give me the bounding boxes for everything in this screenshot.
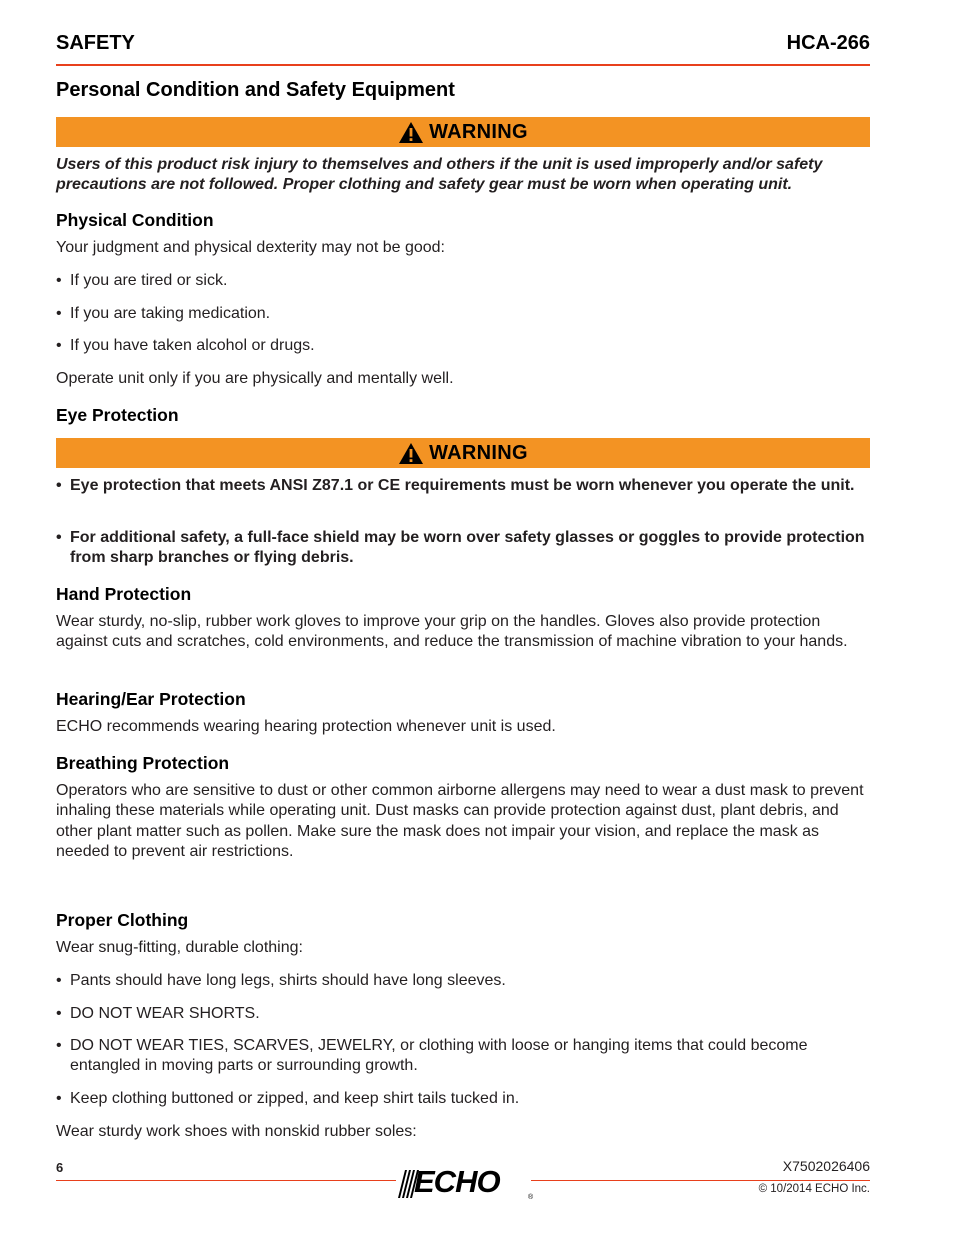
svg-text:®: ®: [528, 1194, 534, 1200]
page-header: [56, 32, 870, 62]
breathing-protection-body: Operators who are sensitive to dust or other common airborne allergens may need to wear a dust mask to prevent inhaling these materials while operating unit. Dust masks can provide protection against dust, plant debris, and other plant matter such as pollen. Make sure the mask does not impair your vision, and replace the mask as needed to prevent air restrictions.: [56, 782, 864, 861]
list-item: • DO NOT WEAR TIES, SCARVES, JEWELRY, or clothing with loose or hanging items that could become entangled in moving parts or surrounding growth.: [56, 1036, 870, 1077]
warning-banner: [56, 438, 870, 468]
list-item-text: If you are tired or sick.: [70, 272, 228, 289]
warning-label: WARNING: [429, 441, 528, 464]
footer-rule-right: [531, 1180, 870, 1181]
list-item: • If you have taken alcohol or drugs.: [56, 336, 870, 356]
hand-protection-heading: Hand Protection: [56, 584, 192, 604]
copyright-text: © 10/2014 ECHO Inc.: [758, 1183, 870, 1195]
list-item-text: Eye protection that meets ANSI Z87.1 or CE requirements must be worn whenever you operate the unit.: [70, 477, 855, 494]
list-item: • If you are taking medication.: [56, 304, 870, 324]
breathing-protection-heading: Breathing Protection: [56, 753, 230, 773]
section-title: SAFETY: [56, 32, 135, 54]
intro-warning-text: Users of this product risk injury to themselves and others if the unit is used improperly and/or safety precautions are not followed. Proper clothing and safety gear must be worn when operating unit.: [56, 156, 823, 194]
warning-triangle-icon: [398, 442, 424, 465]
list-item: • Eye protection that meets ANSI Z87.1 or CE requirements must be worn whenever you operate the unit.: [56, 476, 870, 496]
list-item-text: Keep clothing buttoned or zipped, and keep shirt tails tucked in.: [70, 1090, 520, 1107]
document-number: X7502026406: [782, 1158, 870, 1174]
physical-condition-intro: Your judgment and physical dexterity may not be good:: [56, 239, 445, 256]
proper-clothing-outro: Wear sturdy work shoes with nonskid rubber soles:: [56, 1123, 417, 1140]
hearing-protection-heading: Hearing/Ear Protection: [56, 689, 246, 709]
model-number: HCA-266: [786, 32, 870, 54]
footer-rule-left: [56, 1180, 396, 1181]
page-title: Personal Condition and Safety Equipment: [56, 79, 455, 101]
warning-banner: [56, 117, 870, 147]
echo-logo: [392, 1166, 534, 1200]
warning-triangle-icon: [398, 121, 424, 144]
list-item-text: DO NOT WEAR SHORTS.: [70, 1005, 260, 1022]
eye-protection-heading: Eye Protection: [56, 405, 179, 425]
list-item-text: For additional safety, a full-face shield may be worn over safety glasses or goggles to provide protection from sharp branches or flying debris.: [70, 529, 865, 567]
list-item-text: DO NOT WEAR TIES, SCARVES, JEWELRY, or clothing with loose or hanging items that could become entangled in moving parts or surrounding growth.: [70, 1037, 808, 1075]
list-item: • Pants should have long legs, shirts should have long sleeves.: [56, 971, 870, 991]
list-item-text: Pants should have long legs, shirts should have long sleeves.: [70, 972, 506, 989]
list-item: • If you are tired or sick.: [56, 271, 870, 291]
echo-logo-text: ECHO: [414, 1164, 500, 1199]
list-item-text: If you have taken alcohol or drugs.: [70, 337, 315, 354]
hearing-protection-body: ECHO recommends wearing hearing protection whenever unit is used.: [56, 718, 556, 735]
list-item: • Keep clothing buttoned or zipped, and keep shirt tails tucked in.: [56, 1089, 870, 1109]
hand-protection-body: Wear sturdy, no-slip, rubber work gloves to improve your grip on the handles. Gloves also provide protection against cuts and scratches, cold environments, and reduce the transmission of machine vibration to your hands.: [56, 613, 848, 651]
list-item-text: If you are taking medication.: [70, 305, 271, 322]
proper-clothing-heading: Proper Clothing: [56, 910, 189, 930]
header-rule: [56, 64, 870, 66]
physical-condition-heading: Physical Condition: [56, 210, 214, 230]
list-item: • DO NOT WEAR SHORTS.: [56, 1004, 870, 1024]
warning-label: WARNING: [429, 120, 528, 143]
proper-clothing-intro: Wear snug-fitting, durable clothing:: [56, 939, 303, 956]
physical-condition-outro: Operate unit only if you are physically and mentally well.: [56, 370, 454, 387]
page-number: 6: [56, 1160, 64, 1175]
list-item: • For additional safety, a full-face shield may be worn over safety glasses or goggles to provide protection from sharp branches or flying debris.: [56, 528, 870, 569]
